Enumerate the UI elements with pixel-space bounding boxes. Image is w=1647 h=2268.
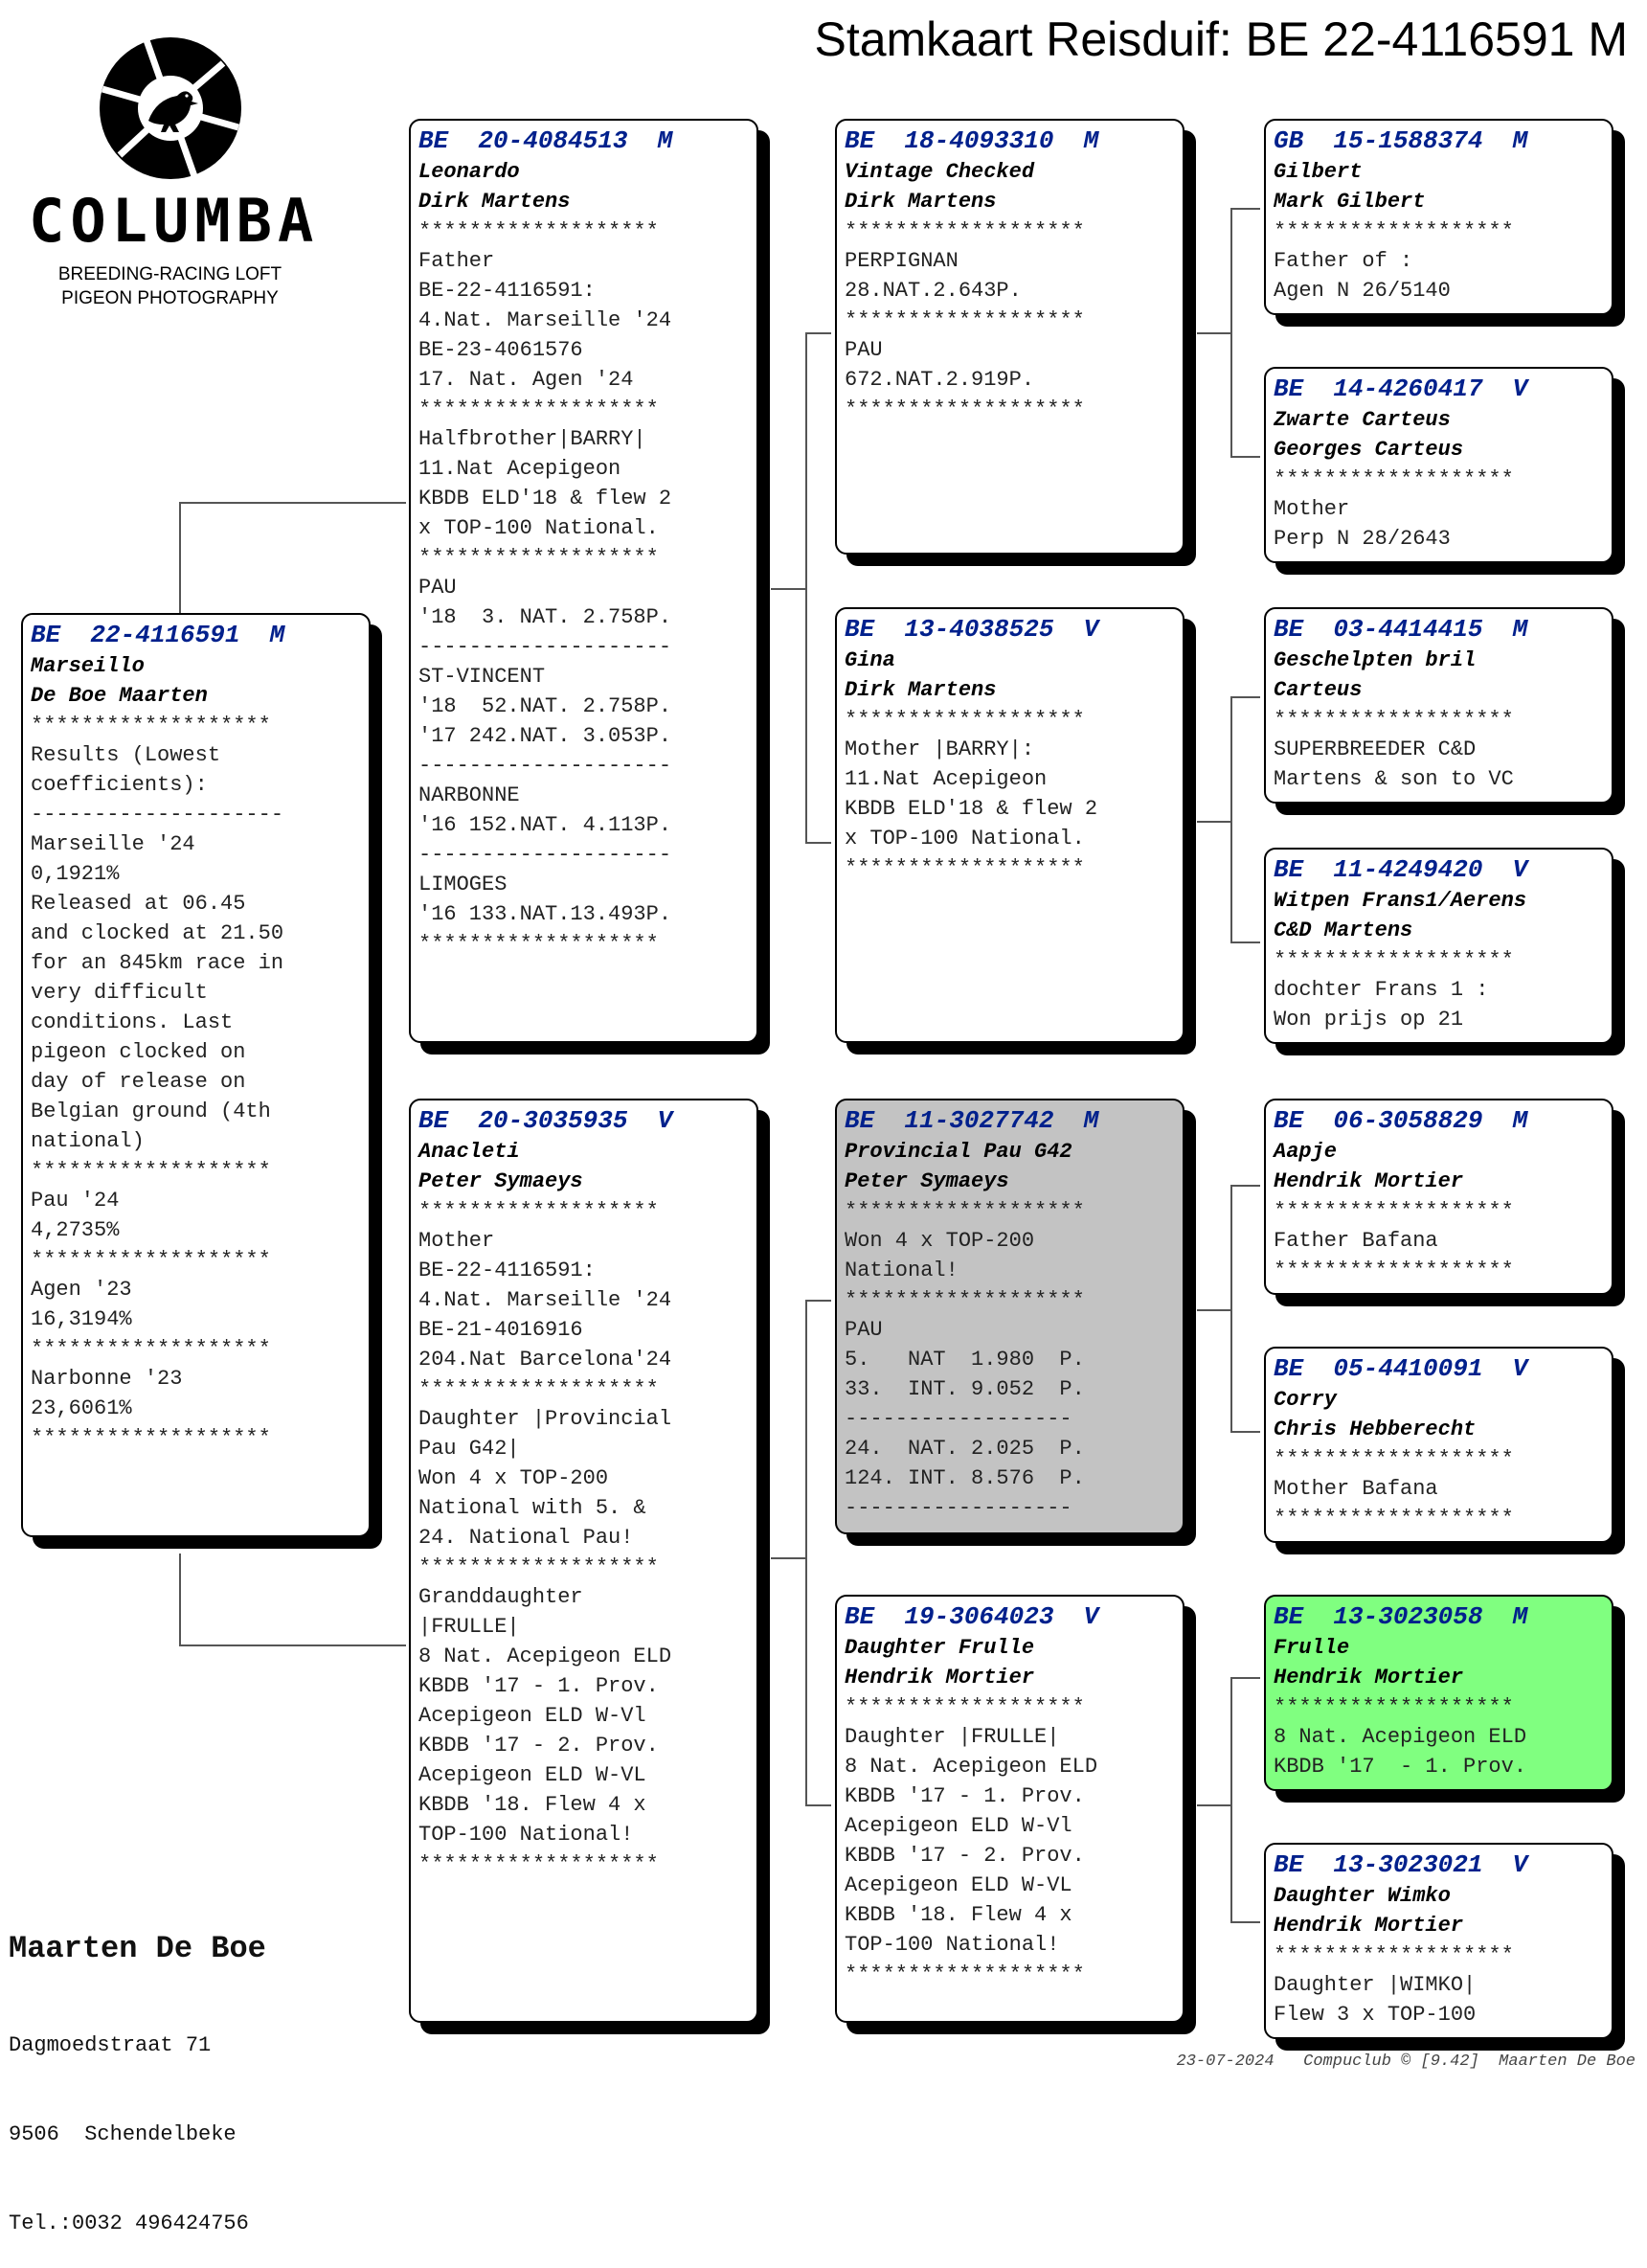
pigeon-name: Leonardo: [418, 160, 520, 184]
info-line: conditions. Last: [31, 1010, 234, 1034]
info-line: *******************: [1274, 1199, 1514, 1223]
info-line: 204.Nat Barcelona'24: [418, 1348, 672, 1372]
info-line: Pau '24: [31, 1189, 120, 1213]
info-line: 16,3194%: [31, 1307, 132, 1331]
pigeon-name: Aapje: [1274, 1140, 1338, 1164]
owner-phone: Tel.:0032 496424756: [9, 2211, 249, 2235]
info-line: Narbonne '23: [31, 1367, 183, 1391]
ring-number: BE 20-3035935 V: [418, 1106, 673, 1135]
pigeon-name: Frulle: [1274, 1636, 1350, 1660]
pedigree-card-dsd[interactable]: [1264, 1347, 1613, 1543]
breeder-name: Hendrik Mortier: [1274, 1914, 1464, 1938]
ring-number: BE 05-4410091 V: [1274, 1354, 1528, 1383]
info-line: *******************: [845, 1199, 1085, 1223]
owner-address: [9, 1868, 266, 2268]
info-line: KBDB ELD'18 & flew 2: [845, 797, 1098, 821]
info-line: Mother Bafana: [1274, 1477, 1438, 1501]
info-line: Won prijs op 21: [1274, 1008, 1464, 1032]
pigeon-name: Anacleti: [418, 1140, 520, 1164]
info-line: '16 152.NAT. 4.113P.: [418, 813, 672, 837]
card-info: [1274, 705, 1604, 794]
info-line: *******************: [418, 397, 659, 421]
info-line: *******************: [1274, 948, 1514, 972]
info-line: 17. Nat. Agen '24: [418, 368, 634, 392]
ring-number: BE 22-4116591 M: [31, 621, 285, 649]
info-line: PAU: [845, 338, 883, 362]
info-line: 4,2735%: [31, 1218, 120, 1242]
info-line: Father of :: [1274, 249, 1413, 273]
info-line: *******************: [418, 546, 659, 570]
info-line: *******************: [418, 1852, 659, 1876]
info-line: Daughter |Provincial: [418, 1407, 672, 1431]
card-info: [845, 705, 1175, 883]
info-line: BE-23-4061576: [418, 338, 583, 362]
info-line: *******************: [418, 1555, 659, 1579]
info-line: Released at 06.45: [31, 892, 246, 916]
info-line: 8 Nat. Acepigeon ELD: [845, 1755, 1098, 1779]
ring-number: BE 18-4093310 M: [845, 126, 1099, 155]
info-line: 11.Nat Acepigeon: [418, 457, 621, 481]
pigeon-name: Geschelpten bril: [1274, 648, 1477, 672]
info-line: *******************: [418, 1199, 659, 1223]
info-line: dochter Frans 1 :: [1274, 978, 1489, 1002]
info-line: Pau G42|: [418, 1437, 520, 1461]
info-line: ------------------: [845, 1496, 1072, 1520]
info-line: PERPIGNAN: [845, 249, 959, 273]
info-line: Flew 3 x TOP-100: [1274, 2003, 1477, 2027]
info-line: *******************: [418, 219, 659, 243]
ring-number: BE 13-4038525 V: [845, 615, 1099, 644]
info-line: KBDB '18. Flew 4 x: [845, 1903, 1072, 1927]
info-line: day of release on: [31, 1070, 246, 1094]
info-line: *******************: [1274, 1507, 1514, 1531]
pigeon-name: Daughter Wimko: [1274, 1884, 1451, 1908]
info-line: BE-22-4116591:: [418, 1259, 596, 1282]
info-line: *******************: [31, 1248, 271, 1272]
breeder-name: Dirk Martens: [845, 190, 997, 214]
info-line: KBDB ELD'18 & flew 2: [418, 487, 672, 510]
info-line: --------------------: [418, 843, 672, 867]
info-line: 4.Nat. Marseille '24: [418, 1288, 672, 1312]
pedigree-card-sdd[interactable]: [1264, 848, 1613, 1044]
ring-number: GB 15-1588374 M: [1274, 126, 1528, 155]
breeder-name: C&D Martens: [1274, 919, 1413, 942]
pedigree-card-subject[interactable]: [21, 613, 371, 1537]
info-line: KBDB '17 - 1. Prov.: [1274, 1755, 1527, 1779]
owner-city: 9506 Schendelbeke: [9, 2122, 237, 2146]
info-line: Agen '23: [31, 1278, 132, 1302]
breeder-name: Dirk Martens: [418, 190, 571, 214]
info-line: *******************: [31, 714, 271, 737]
breeder-name: Peter Symaeys: [418, 1169, 583, 1193]
card-info: [1274, 465, 1604, 554]
info-line: Won 4 x TOP-200: [418, 1466, 609, 1490]
breeder-name: Hendrik Mortier: [845, 1666, 1035, 1690]
info-line: 8 Nat. Acepigeon ELD: [1274, 1725, 1527, 1749]
pigeon-name: Daughter Frulle: [845, 1636, 1035, 1660]
info-line: Marseille '24: [31, 832, 195, 856]
pigeon-name: Gina: [845, 648, 895, 672]
info-line: Acepigeon ELD W-Vl: [845, 1814, 1072, 1838]
info-line: *******************: [845, 397, 1085, 421]
info-line: LIMOGES: [418, 873, 508, 896]
info-line: PAU: [845, 1318, 883, 1342]
footer-credit: 23-07-2024 Compuclub © [9.42] Maarten De Boe: [1176, 2053, 1636, 2071]
brand-name: COLUMBA: [29, 186, 320, 256]
info-line: x TOP-100 National.: [418, 516, 659, 540]
info-line: for an 845km race in: [31, 951, 284, 975]
breeder-name: Peter Symaeys: [845, 1169, 1009, 1193]
ring-number: BE 11-3027742 M: [845, 1106, 1099, 1135]
card-info: [418, 216, 749, 959]
info-line: 33. INT. 9.052 P.: [845, 1377, 1085, 1401]
info-line: *******************: [845, 856, 1085, 880]
ring-number: BE 19-3064023 V: [845, 1602, 1099, 1631]
card-info: [1274, 945, 1604, 1034]
pigeon-name: Gilbert: [1274, 160, 1363, 184]
card-info: [845, 1692, 1175, 1989]
info-line: 11.Nat Acepigeon: [845, 767, 1048, 791]
pedigree-card-dam[interactable]: [409, 1099, 758, 2023]
info-line: '16 133.NAT.13.493P.: [418, 902, 672, 926]
breeder-name: Georges Carteus: [1274, 438, 1464, 462]
info-line: *******************: [1274, 1447, 1514, 1471]
info-line: Daughter |FRULLE|: [845, 1725, 1060, 1749]
pigeon-name: Vintage Checked: [845, 160, 1035, 184]
info-line: ------------------: [845, 1407, 1072, 1431]
pedigree-card-dam-sire[interactable]: [835, 1099, 1184, 1534]
info-line: *******************: [1274, 708, 1514, 732]
ring-number: BE 13-3023021 V: [1274, 1850, 1528, 1879]
info-line: x TOP-100 National.: [845, 827, 1085, 850]
info-line: Mother: [1274, 497, 1350, 521]
card-info: [1274, 1692, 1604, 1781]
info-line: 24. NAT. 2.025 P.: [845, 1437, 1085, 1461]
pedigree-card-dss[interactable]: [1264, 1099, 1613, 1295]
ring-number: BE 20-4084513 M: [418, 126, 673, 155]
pedigree-card-sire-sire[interactable]: [835, 119, 1184, 555]
info-line: *******************: [845, 1288, 1085, 1312]
info-line: national): [31, 1129, 145, 1153]
info-line: 28.NAT.2.643P.: [845, 279, 1022, 303]
info-line: KBDB '17 - 1. Prov.: [418, 1674, 659, 1698]
info-line: *******************: [418, 932, 659, 956]
info-line: *******************: [845, 708, 1085, 732]
info-line: *******************: [1274, 467, 1514, 491]
info-line: *******************: [31, 1159, 271, 1183]
info-line: National with 5. &: [418, 1496, 646, 1520]
pedigree-card-dam-dam[interactable]: [835, 1595, 1184, 2023]
info-line: --------------------: [418, 635, 672, 659]
info-line: *******************: [31, 1337, 271, 1361]
card-info: [845, 1196, 1175, 1523]
info-line: very difficult: [31, 981, 208, 1005]
info-line: Mother |BARRY|:: [845, 737, 1035, 761]
info-line: *******************: [845, 1962, 1085, 1986]
pedigree-card-dds[interactable]: [1264, 1595, 1613, 1791]
info-line: Mother: [418, 1229, 495, 1253]
breeder-name: Dirk Martens: [845, 678, 997, 702]
info-line: Perp N 28/2643: [1274, 527, 1451, 551]
info-line: Acepigeon ELD W-VL: [845, 1873, 1072, 1897]
info-line: ST-VINCENT: [418, 665, 546, 689]
pedigree-card-ssd[interactable]: [1264, 367, 1613, 563]
page-title: Stamkaart Reisduif: BE 22-4116591 M: [814, 12, 1628, 66]
info-line: coefficients):: [31, 773, 208, 797]
info-line: Daughter |WIMKO|: [1274, 1973, 1477, 1997]
info-line: BE-22-4116591:: [418, 279, 596, 303]
pigeon-name: Corry: [1274, 1388, 1338, 1412]
info-line: 4.Nat. Marseille '24: [418, 308, 672, 332]
info-line: Acepigeon ELD W-Vl: [418, 1704, 646, 1728]
info-line: --------------------: [418, 754, 672, 778]
info-line: *******************: [1274, 1259, 1514, 1282]
info-line: TOP-100 National!: [845, 1933, 1060, 1957]
info-line: 24. National Pau!: [418, 1526, 634, 1550]
info-line: 124. INT. 8.576 P.: [845, 1466, 1085, 1490]
owner-name: Maarten De Boe: [9, 1931, 266, 1966]
ring-number: BE 13-3023058 M: [1274, 1602, 1528, 1631]
card-info: [1274, 1940, 1604, 2030]
info-line: *******************: [845, 219, 1085, 243]
info-line: *******************: [845, 1695, 1085, 1719]
pedigree-card-sds[interactable]: [1264, 607, 1613, 804]
info-line: *******************: [418, 1377, 659, 1401]
brand-tagline-2: PIGEON PHOTOGRAPHY: [61, 288, 279, 308]
breeder-name: Chris Hebberecht: [1274, 1418, 1477, 1441]
info-line: Belgian ground (4th: [31, 1100, 271, 1123]
pigeon-name: Witpen Frans1/Aerens: [1274, 889, 1527, 913]
card-info: [1274, 1444, 1604, 1533]
breeder-name: Carteus: [1274, 678, 1363, 702]
info-line: *******************: [31, 1426, 271, 1450]
info-line: pigeon clocked on: [31, 1040, 246, 1064]
pedigree-card-ddd[interactable]: [1264, 1843, 1613, 2039]
info-line: and clocked at 21.50: [31, 921, 284, 945]
card-info: [418, 1196, 749, 1879]
info-line: '18 52.NAT. 2.758P.: [418, 694, 672, 718]
info-line: '18 3. NAT. 2.758P.: [418, 605, 672, 629]
pedigree-card-sire[interactable]: [409, 119, 758, 1043]
pigeon-name: Zwarte Carteus: [1274, 408, 1451, 432]
info-line: NARBONNE: [418, 783, 520, 807]
info-line: |FRULLE|: [418, 1615, 520, 1639]
pedigree-card-sss[interactable]: [1264, 119, 1613, 315]
info-line: 672.NAT.2.919P.: [845, 368, 1035, 392]
owner-street: Dagmoedstraat 71: [9, 2033, 212, 2057]
info-line: 0,1921%: [31, 862, 120, 886]
info-line: TOP-100 National!: [418, 1823, 634, 1847]
info-line: --------------------: [31, 803, 284, 827]
pigeon-name: Provincial Pau G42: [845, 1140, 1072, 1164]
info-line: PAU: [418, 576, 457, 600]
breeder-name: Hendrik Mortier: [1274, 1169, 1464, 1193]
pedigree-card-sire-dam[interactable]: [835, 607, 1184, 1043]
ring-number: BE 11-4249420 V: [1274, 855, 1528, 884]
card-info: [31, 711, 361, 1453]
ring-number: BE 06-3058829 M: [1274, 1106, 1528, 1135]
info-line: KBDB '18. Flew 4 x: [418, 1793, 646, 1817]
brand-tagline-1: BREEDING-RACING LOFT: [57, 264, 282, 284]
info-line: BE-21-4016916: [418, 1318, 583, 1342]
info-line: Halfbrother|BARRY|: [418, 427, 646, 451]
info-line: *******************: [845, 308, 1085, 332]
info-line: Father Bafana: [1274, 1229, 1438, 1253]
info-line: 8 Nat. Acepigeon ELD: [418, 1644, 672, 1668]
info-line: *******************: [1274, 219, 1514, 243]
card-info: [1274, 216, 1604, 306]
info-line: National!: [845, 1259, 959, 1282]
ring-number: BE 14-4260417 V: [1274, 374, 1528, 403]
info-line: SUPERBREEDER C&D: [1274, 737, 1477, 761]
info-line: 5. NAT 1.980 P.: [845, 1348, 1085, 1372]
breeder-name: De Boe Maarten: [31, 684, 208, 708]
info-line: Agen N 26/5140: [1274, 279, 1451, 303]
info-line: Acepigeon ELD W-VL: [418, 1763, 646, 1787]
card-info: [1274, 1196, 1604, 1285]
info-line: KBDB '17 - 1. Prov.: [845, 1784, 1085, 1808]
info-line: 23,6061%: [31, 1396, 132, 1420]
info-line: KBDB '17 - 2. Prov.: [845, 1844, 1085, 1868]
info-line: KBDB '17 - 2. Prov.: [418, 1734, 659, 1758]
ring-number: BE 03-4414415 M: [1274, 615, 1528, 644]
breeder-name: Mark Gilbert: [1274, 190, 1426, 214]
card-info: [845, 216, 1175, 424]
info-line: Granddaughter: [418, 1585, 583, 1609]
info-line: Father: [418, 249, 495, 273]
info-line: *******************: [1274, 1943, 1514, 1967]
info-line: Results (Lowest: [31, 743, 221, 767]
info-line: Won 4 x TOP-200: [845, 1229, 1035, 1253]
info-line: Martens & son to VC: [1274, 767, 1514, 791]
breeder-name: Hendrik Mortier: [1274, 1666, 1464, 1690]
info-line: '17 242.NAT. 3.053P.: [418, 724, 672, 748]
pigeon-name: Marseillo: [31, 654, 145, 678]
info-line: *******************: [1274, 1695, 1514, 1719]
